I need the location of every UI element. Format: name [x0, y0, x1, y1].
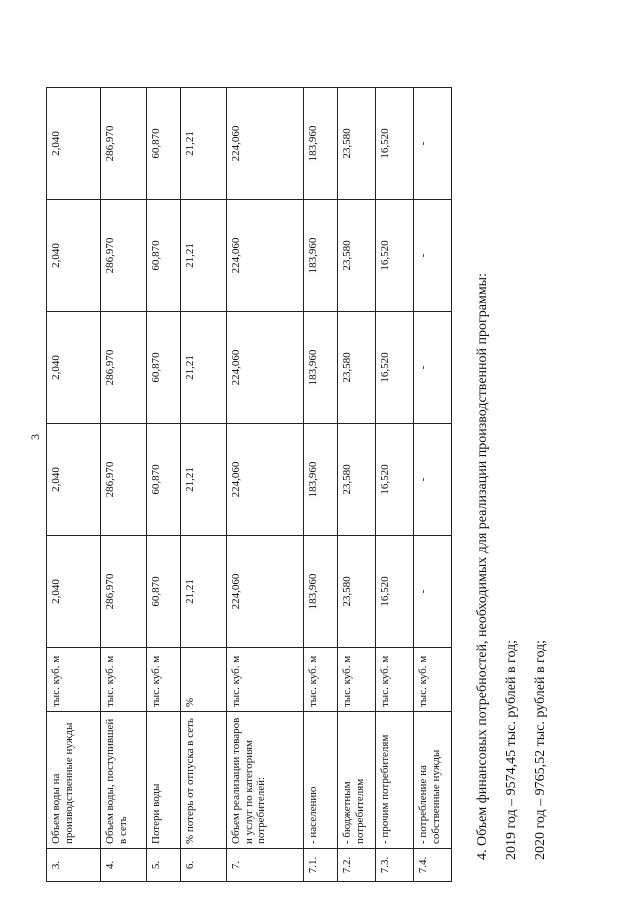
row-value: 23,580 [338, 88, 376, 200]
row-unit: тыс. куб. м [101, 648, 147, 712]
row-value: 183,960 [304, 536, 338, 648]
row-number: 7.2. [338, 849, 376, 882]
row-unit: % [181, 648, 227, 712]
row-value: 2,040 [47, 424, 101, 536]
row-value: 2,040 [47, 88, 101, 200]
row-value: 16,520 [376, 88, 414, 200]
row-unit: тыс. куб. м [227, 648, 304, 712]
production-program-table [46, 87, 452, 882]
row-value: 21,21 [181, 88, 227, 200]
row-value: - [414, 424, 452, 536]
row-unit: тыс. куб. м [304, 648, 338, 712]
row-indicator: Объем реализации товаров и услуг по категориям потребителей: [227, 712, 304, 849]
row-number: 7.4. [414, 849, 452, 882]
table-row [227, 88, 304, 882]
row-value: 2,040 [47, 312, 101, 424]
notes-line-2020: 2020 год – 9765,52 тыс. рублей в год; [533, 639, 548, 860]
row-number: 5. [147, 849, 181, 882]
row-unit: тыс. куб. м [147, 648, 181, 712]
table-row [414, 88, 452, 882]
row-value: 16,520 [376, 536, 414, 648]
table-row [147, 88, 181, 882]
row-value: 183,960 [304, 88, 338, 200]
row-value: 2,040 [47, 200, 101, 312]
row-value: 16,520 [376, 312, 414, 424]
row-number: 6. [181, 849, 227, 882]
row-value: 286,970 [101, 88, 147, 200]
row-value: 224,060 [227, 312, 304, 424]
page-number: 3 [28, 434, 42, 440]
row-unit: тыс. куб. м [47, 648, 101, 712]
row-indicator: - населению [304, 712, 338, 849]
row-value: 21,21 [181, 200, 227, 312]
notes-heading: 4. Объем финансовых потребностей, необходимых для реализации производственной программы: [475, 273, 490, 860]
row-unit: тыс. куб. м [376, 648, 414, 712]
row-value: 2,040 [47, 536, 101, 648]
notes-section [468, 273, 555, 860]
row-value: 21,21 [181, 312, 227, 424]
row-value: 23,580 [338, 200, 376, 312]
row-value: 60,870 [147, 312, 181, 424]
row-value: 23,580 [338, 536, 376, 648]
row-value: - [414, 88, 452, 200]
row-value: 60,870 [147, 424, 181, 536]
row-value: 286,970 [101, 200, 147, 312]
row-number: 7. [227, 849, 304, 882]
table-row [47, 88, 101, 882]
row-value: - [414, 536, 452, 648]
row-value: 23,580 [338, 424, 376, 536]
notes-line-2019: 2019 год – 9574,45 тыс. рублей в год; [504, 639, 519, 860]
row-unit: тыс. куб. м [414, 648, 452, 712]
row-number: 4. [101, 849, 147, 882]
row-number: 7.3. [376, 849, 414, 882]
table-row [304, 88, 338, 882]
row-value: - [414, 312, 452, 424]
row-value: 224,060 [227, 88, 304, 200]
row-value: 21,21 [181, 424, 227, 536]
table-row [101, 88, 147, 882]
row-indicator: Объем воды на производственные нужды [47, 712, 101, 849]
table-row [376, 88, 414, 882]
row-value: 60,870 [147, 536, 181, 648]
row-indicator: Потери воды [147, 712, 181, 849]
row-indicator: - потребление на собственные нужды [414, 712, 452, 849]
row-value: 286,970 [101, 536, 147, 648]
table-row [181, 88, 227, 882]
row-indicator: % потерь от отпуска в сеть [181, 712, 227, 849]
row-number: 7.1. [304, 849, 338, 882]
row-indicator: - бюджетным потребителям [338, 712, 376, 849]
row-value: 286,970 [101, 424, 147, 536]
row-value: 286,970 [101, 312, 147, 424]
row-indicator: - прочим потребителям [376, 712, 414, 849]
row-value: 224,060 [227, 536, 304, 648]
row-value: 60,870 [147, 88, 181, 200]
row-value: 16,520 [376, 424, 414, 536]
row-value: 224,060 [227, 200, 304, 312]
row-value: 21,21 [181, 536, 227, 648]
row-value: 224,060 [227, 424, 304, 536]
row-value: 60,870 [147, 200, 181, 312]
row-unit: тыс. куб. м [338, 648, 376, 712]
table-row [338, 88, 376, 882]
row-value: 183,960 [304, 312, 338, 424]
row-value: 16,520 [376, 200, 414, 312]
row-number: 3. [47, 849, 101, 882]
row-value: 23,580 [338, 312, 376, 424]
row-value: 183,960 [304, 424, 338, 536]
row-value: - [414, 200, 452, 312]
row-value: 183,960 [304, 200, 338, 312]
row-indicator: Объем воды, поступившей в сеть [101, 712, 147, 849]
